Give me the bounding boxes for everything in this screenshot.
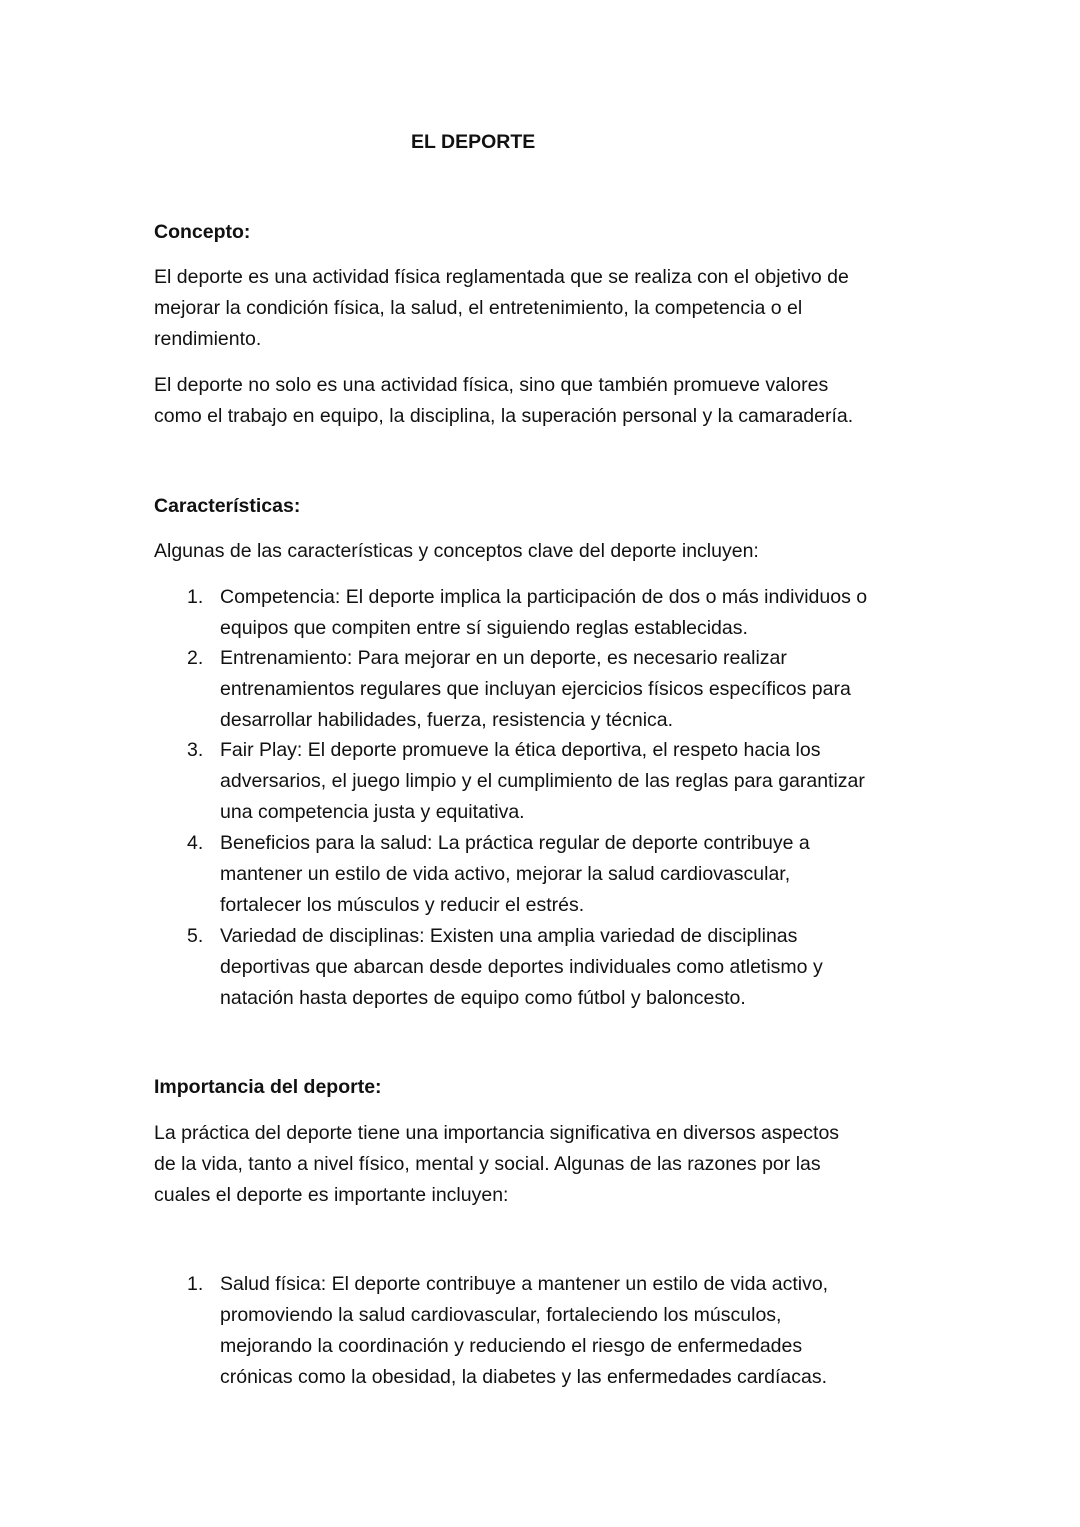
text-line: El deporte es una actividad física reglamentada que se realiza con el objetivo de (154, 266, 849, 288)
paragraph (154, 370, 853, 432)
text-line: mantener un estilo de vida activo, mejorar la salud cardiovascular, (220, 863, 791, 885)
paragraph (154, 262, 849, 355)
text-line: natación hasta deportes de equipo como fútbol y baloncesto. (220, 987, 746, 1009)
heading-text: Características: (154, 495, 301, 517)
text-line: de la vida, tanto a nivel físico, mental y social. Algunas de las razones por las (154, 1153, 821, 1175)
text-line: Variedad de disciplinas: Existen una amplia variedad de disciplinas (220, 925, 798, 947)
text-line: entrenamientos regulares que incluyan ejercicios físicos específicos para (220, 678, 851, 700)
list-number: 5. (187, 925, 204, 947)
text-line: cuales el deporte es importante incluyen: (154, 1184, 509, 1206)
section-heading-concepto (154, 217, 250, 248)
text-line: Beneficios para la salud: La práctica regular de deporte contribuye a (220, 832, 810, 854)
paragraph (154, 536, 759, 567)
text-line: El deporte no solo es una actividad física, sino que también promueve valores (154, 374, 829, 396)
list-number: 2. (187, 647, 204, 669)
text-line: rendimiento. (154, 328, 262, 350)
text-line: mejorando la coordinación y reduciendo el riesgo de enfermedades (220, 1335, 803, 1357)
text-line: fortalecer los músculos y reducir el estrés. (220, 894, 585, 916)
text-line: Salud física: El deporte contribuye a mantener un estilo de vida activo, (220, 1273, 829, 1295)
text-line: mejorar la condición física, la salud, el entretenimiento, la competencia o el (154, 297, 803, 319)
text-line: Entrenamiento: Para mejorar en un deporte, es necesario realizar (220, 647, 787, 669)
title-text: EL DEPORTE (411, 131, 536, 153)
list-number: 1. (187, 586, 204, 608)
text-line: desarrollar habilidades, fuerza, resistencia y técnica. (220, 709, 674, 731)
document-title (411, 127, 535, 158)
text-line: adversarios, el juego limpio y el cumplimiento de las reglas para garantizar (220, 770, 865, 792)
text-line: Fair Play: El deporte promueve la ética deportiva, el respeto hacia los (220, 739, 821, 761)
list-number: 4. (187, 832, 204, 854)
list-number: 3. (187, 739, 204, 761)
section-heading-caracteristicas (154, 491, 300, 522)
text-line: crónicas como la obesidad, la diabetes y las enfermedades cardíacas. (220, 1366, 828, 1388)
text-line: como el trabajo en equipo, la disciplina, la superación personal y la camaradería. (154, 405, 854, 427)
heading-text: Importancia del deporte: (154, 1076, 382, 1098)
text-line: La práctica del deporte tiene una importancia significativa en diversos aspectos (154, 1122, 840, 1144)
text-line: Algunas de las características y conceptos clave del deporte incluyen: (154, 540, 759, 562)
text-line: deportivas que abarcan desde deportes individuales como atletismo y (220, 956, 823, 978)
list-number: 1. (187, 1273, 204, 1295)
paragraph (154, 1118, 839, 1211)
text-line: Competencia: El deporte implica la participación de dos o más individuos o (220, 586, 868, 608)
text-line: promoviendo la salud cardiovascular, fortaleciendo los músculos, (220, 1304, 782, 1326)
text-line: equipos que compiten entre sí siguiendo reglas establecidas. (220, 617, 748, 639)
heading-text: Concepto: (154, 221, 251, 243)
section-heading-importancia (154, 1072, 382, 1103)
text-line: una competencia justa y equitativa. (220, 801, 525, 823)
